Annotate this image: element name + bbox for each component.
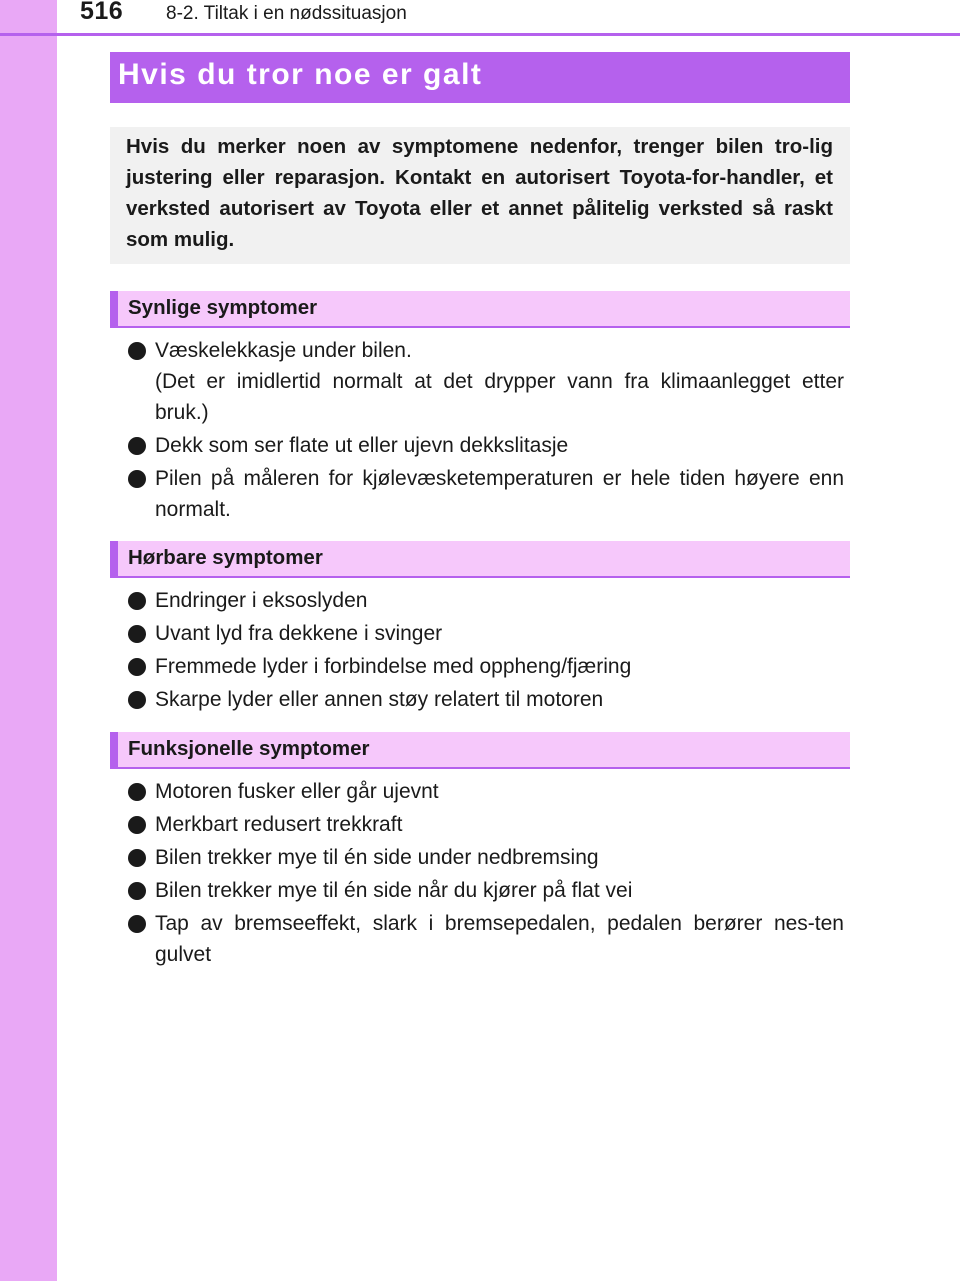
list-item-text: Motoren fusker eller går ujevnt (155, 780, 439, 803)
page-header (0, 0, 960, 36)
bullet-dot-icon (128, 849, 146, 867)
section-title-bar (110, 52, 850, 103)
bullet-dot-icon (128, 915, 146, 933)
bullet-dot-icon (128, 783, 146, 801)
list-item (128, 651, 844, 682)
list-item (128, 908, 844, 970)
list-item-text: Væskelekkasje under bilen. (155, 339, 412, 362)
visible-symptoms-list (128, 335, 844, 527)
list-item-text: Dekk som ser flate ut eller ujevn dekkslitasje (155, 434, 569, 457)
list-item-text: Skarpe lyder eller annen støy relatert til motoren (155, 688, 604, 711)
bullet-dot-icon (128, 470, 146, 488)
list-item-text: Endringer i eksoslyden (155, 589, 368, 612)
bullet-dot-icon (128, 625, 146, 643)
functional-symptoms-list (128, 776, 844, 972)
bullet-dot-icon (128, 882, 146, 900)
list-item-text: Uvant lyd fra dekkene i svinger (155, 622, 443, 645)
list-item (128, 776, 844, 807)
page-number: 516 (80, 0, 124, 25)
bullet-dot-icon (128, 691, 146, 709)
list-item-text: Bilen trekker mye til én side under nedbremsing (155, 846, 599, 869)
list-item (128, 335, 844, 428)
subsection-functional-symptoms (110, 732, 850, 769)
list-item-text: Fremmede lyder i forbindelse med oppheng/fjæring (155, 655, 632, 678)
bullet-dot-icon (128, 816, 146, 834)
bullet-dot-icon (128, 592, 146, 610)
list-item (128, 463, 844, 525)
subsection-visible-symptoms (110, 291, 850, 328)
subsection-title: Funksjonelle symptomer (128, 737, 370, 760)
intro-box (110, 127, 850, 264)
section-title: Hvis du tror noe er galt (118, 58, 483, 91)
list-item-text: Pilen på måleren for kjølevæsketemperaturen er hele tiden høyere enn normalt. (155, 467, 844, 521)
list-item-text: Tap av bremseeffekt, slark i bremsepedalen, pedalen berører nes-ten gulvet (155, 912, 844, 966)
header-divider (0, 33, 960, 36)
bullet-dot-icon (128, 437, 146, 455)
list-item (128, 809, 844, 840)
intro-text: Hvis du merker noen av symptomene nedenfor, trenger bilen tro-lig justering eller reparasjon. Kontakt en autorisert Toyota-for-handler, et verksted autorisert av Toyota eller et annet pålitelig verksted så raskt som mulig. (126, 135, 833, 251)
list-item (128, 875, 844, 906)
list-item (128, 585, 844, 616)
list-item (128, 430, 844, 461)
audible-symptoms-list (128, 585, 844, 717)
subsection-title: Hørbare symptomer (128, 546, 323, 569)
bullet-dot-icon (128, 658, 146, 676)
side-tab-strip (0, 0, 57, 1281)
list-item-note: (Det er imidlertid normalt at det drypper vann fra klimaanlegget etter bruk.) (155, 370, 844, 424)
subsection-audible-symptoms (110, 541, 850, 578)
list-item (128, 618, 844, 649)
list-item-text: Merkbart redusert trekkraft (155, 813, 403, 836)
chapter-title: 8-2. Tiltak i en nødssituasjon (166, 3, 407, 24)
list-item-text: Bilen trekker mye til én side når du kjører på flat vei (155, 879, 633, 902)
bullet-dot-icon (128, 342, 146, 360)
subsection-title: Synlige symptomer (128, 296, 318, 319)
list-item (128, 842, 844, 873)
list-item (128, 684, 844, 715)
